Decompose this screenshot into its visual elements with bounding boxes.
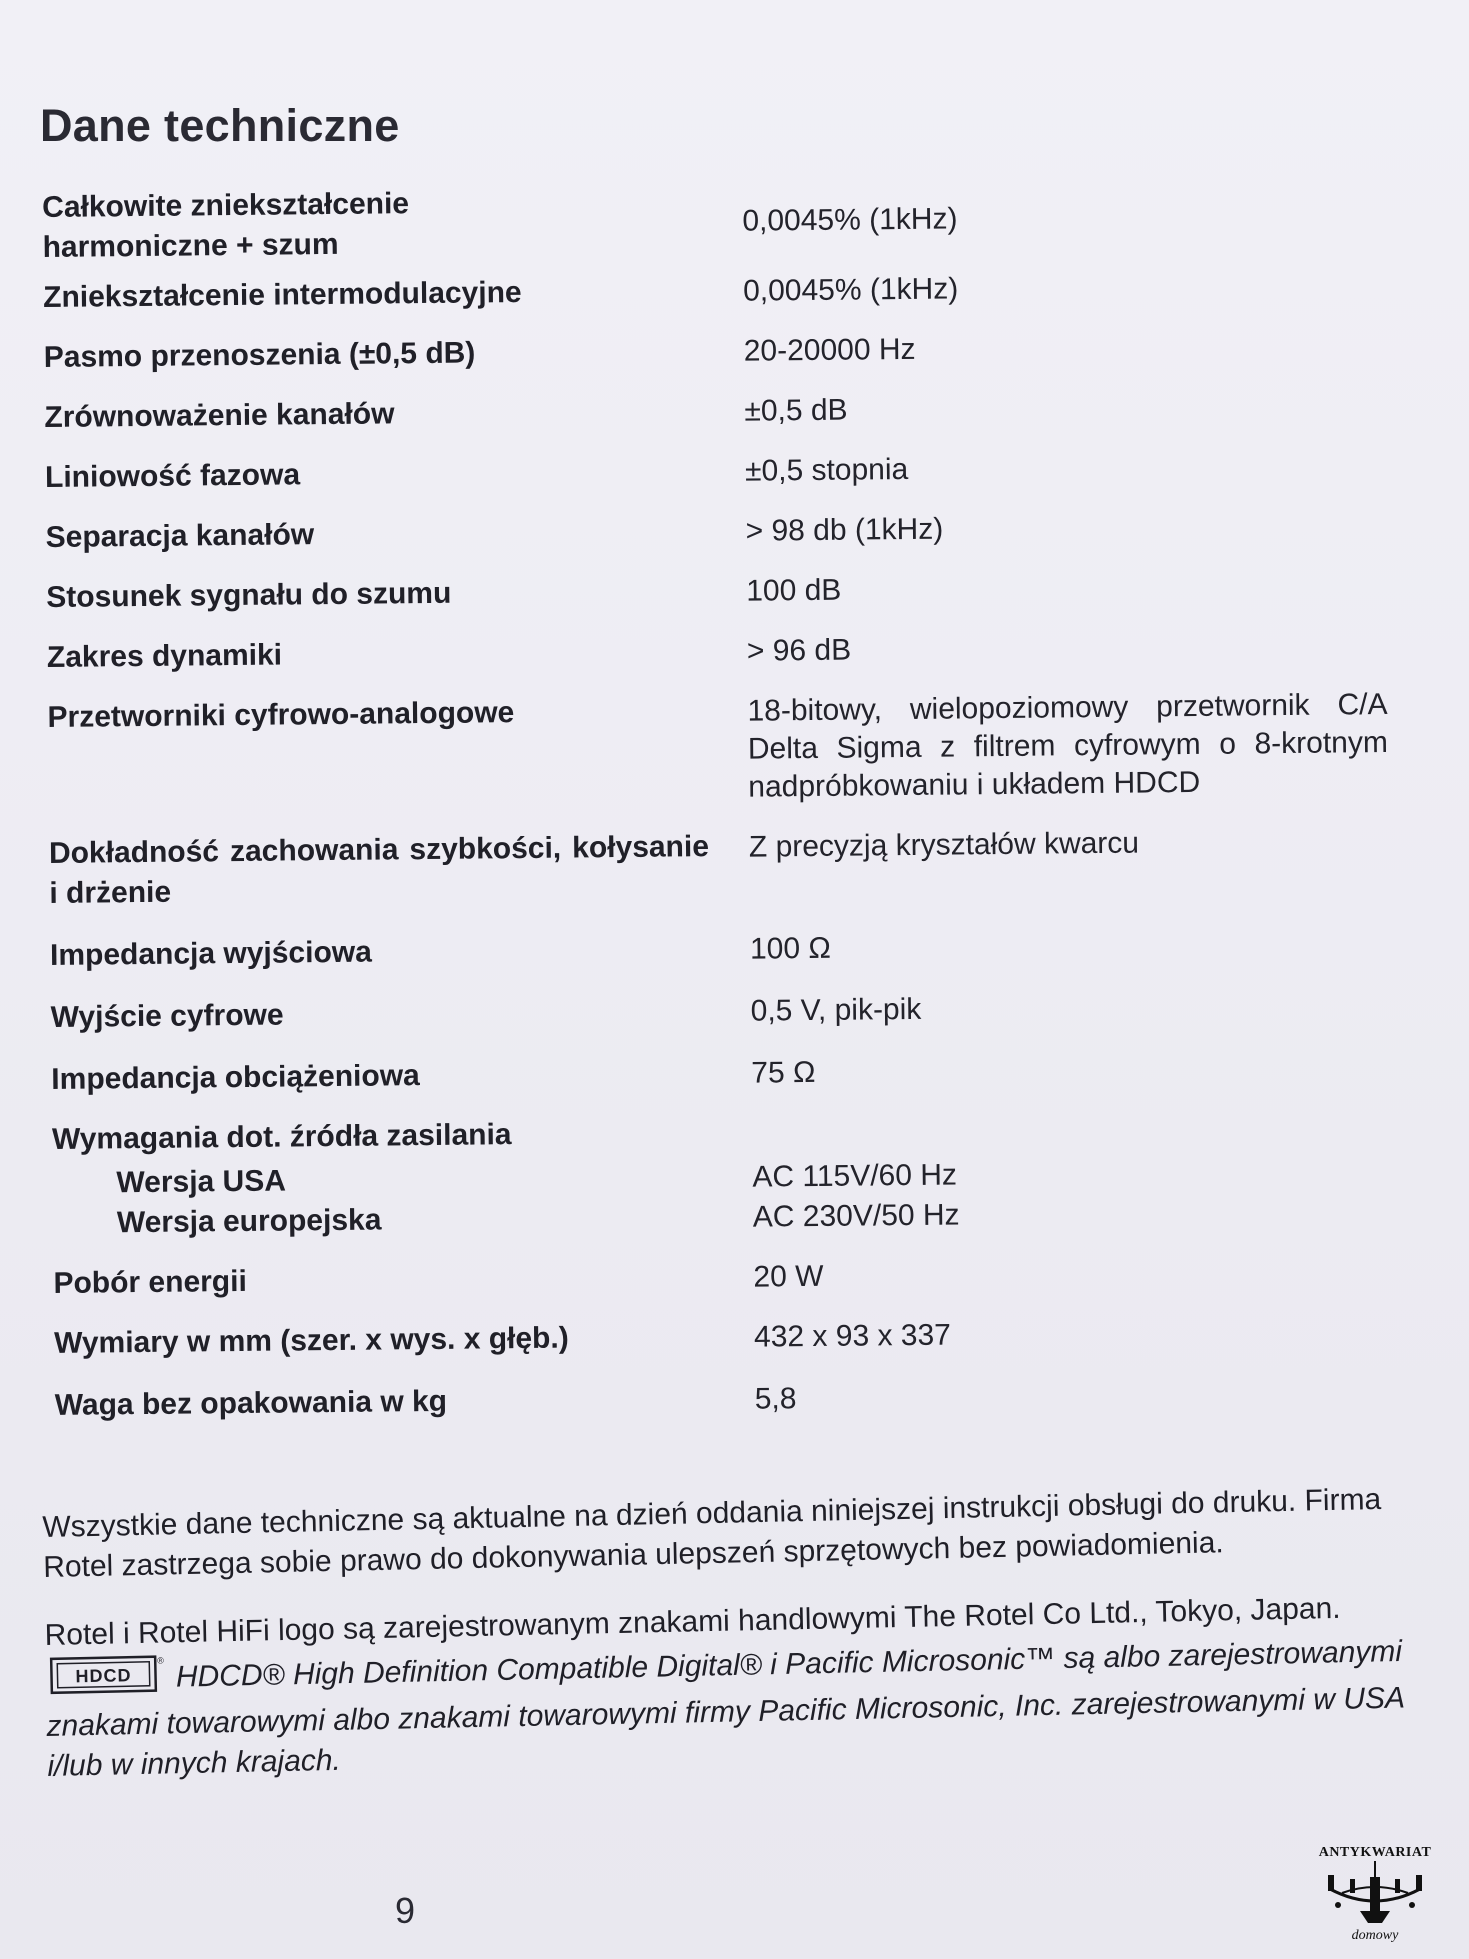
- spec-value: 18-bitowy, wielopoziomowy przetwornik C/A Delta Sigma z filtrem cyfrowym o 8-krotnym nadpróbkowaniu i układem HDCD: [747, 687, 1389, 804]
- spec-row: [46, 564, 1426, 618]
- spec-label: Wymiary w mm (szer. x wys. x głęb.): [53, 1321, 569, 1360]
- spec-label: Zniekształcenie intermodulacyjne: [42, 275, 522, 314]
- spec-value: > 96 dB: [746, 633, 852, 668]
- spec-label: Impedancja obciążeniowa: [51, 1059, 420, 1096]
- hdcd-logo-icon: [49, 1654, 162, 1707]
- spec-row: [54, 1309, 1434, 1363]
- spec-row: [53, 1249, 1433, 1303]
- spec-label: Separacja kanałów: [45, 518, 315, 554]
- page-title: Dane techniczne: [40, 100, 400, 151]
- spec-label: Wersja USA: [116, 1164, 287, 1200]
- spec-value: ±0,5 stopnia: [744, 452, 909, 488]
- notes-section: [42, 1479, 1448, 1815]
- stamp-bottom-text: domowy: [1351, 1928, 1399, 1943]
- spec-value: [752, 1106, 1412, 1115]
- spec-row: [47, 684, 1428, 814]
- spec-row: [55, 1371, 1435, 1425]
- spec-value: 432 x 93 x 337: [753, 1318, 952, 1354]
- disclaimer-text: Wszystkie dane techniczne są aktualne na dzień oddania niniejszej instrukcji obsługi do druku. Firma Rotel zastrzega sobie prawo do dokonywania ulepszeń sprzętowych bez powiadomienia.: [42, 1482, 1382, 1584]
- spec-value: 0,5 V, pik-pik: [750, 992, 922, 1028]
- trademark-text: Rotel i Rotel HiFi logo są zarejestrowanym znakami handlowymi The Rotel Co Ltd., Tokyo, Japan.: [44, 1591, 1341, 1652]
- spec-label: Wymagania dot. źródła zasilania: [51, 1118, 512, 1156]
- spec-row: [50, 984, 1430, 1038]
- spec-label: Pasmo przenoszenia (±0,5 dB): [43, 336, 476, 374]
- spec-value: 20 W: [753, 1259, 824, 1294]
- spec-label: Liniowość fazowa: [44, 458, 301, 494]
- spec-label: Dokładność zachowania szybkości, kołysanie i drżenie: [48, 830, 710, 910]
- spec-value: 0,0045% (1kHz): [742, 202, 958, 238]
- spec-label: Zrównoważenie kanałów: [44, 397, 395, 434]
- spec-label: Całkowite zniekształcenie harmoniczne + szum: [42, 187, 410, 264]
- trademark-paragraph: [44, 1587, 1447, 1787]
- spec-value: > 98 db (1kHz): [745, 512, 944, 548]
- spec-value: 100 dB: [746, 573, 842, 608]
- spec-label: Zakres dynamiki: [46, 638, 283, 674]
- spec-value: 0,0045% (1kHz): [742, 272, 959, 308]
- spec-row: [51, 1046, 1431, 1100]
- spec-value: AC 115V/60 Hz: [752, 1158, 958, 1194]
- spec-value: 5,8: [754, 1382, 797, 1416]
- spec-row: [42, 174, 1423, 268]
- spec-row: [45, 504, 1425, 558]
- spec-label: Impedancja wyjściowa: [49, 935, 372, 972]
- spec-row: [43, 264, 1423, 318]
- spec-value: AC 230V/50 Hz: [752, 1198, 960, 1234]
- spec-row: [44, 324, 1424, 378]
- stamp-top-text: ANTYKWARIAT: [1318, 1845, 1432, 1860]
- spec-label: Wyjście cyfrowe: [50, 998, 284, 1034]
- spec-value: 20-20000 Hz: [743, 332, 916, 368]
- spec-label: Stosunek sygnału do szumu: [46, 576, 452, 614]
- page-number: 9: [395, 1890, 416, 1931]
- trademark-italic-text: HDCD® High Definition Compatible Digital® i Pacific Microsonic™ są albo zarejestrowanymi znakami towarowymi albo znakami towarowymi firmy Pacific Microsonic, Inc. zarejestrowanymi w USA i/lub w innych krajach.: [46, 1634, 1405, 1783]
- spec-row: [44, 384, 1424, 438]
- spec-value: Z precyzją kryształów kwarcu: [748, 826, 1140, 864]
- spec-row: [45, 444, 1425, 498]
- spec-value: 100 Ω: [749, 931, 832, 966]
- spec-label: Waga bez opakowania w kg: [54, 1384, 448, 1422]
- spec-label: Wersja europejska: [116, 1203, 382, 1240]
- spec-label: Pobór energii: [53, 1264, 247, 1300]
- spec-value: ±0,5 dB: [744, 393, 848, 428]
- spec-row: [49, 820, 1430, 914]
- chandelier-icon: [1320, 1861, 1430, 1927]
- svg-text:®: ®: [157, 1655, 164, 1666]
- spec-row: [47, 624, 1427, 678]
- svg-text:HDCD: HDCD: [75, 1665, 132, 1687]
- spec-label: Przetworniki cyfrowo-analogowe: [47, 696, 515, 734]
- spec-row: [50, 922, 1430, 976]
- spec-table: [42, 174, 1435, 1426]
- antykwariat-stamp: [1300, 1845, 1450, 1955]
- spec-value: 75 Ω: [751, 1055, 816, 1090]
